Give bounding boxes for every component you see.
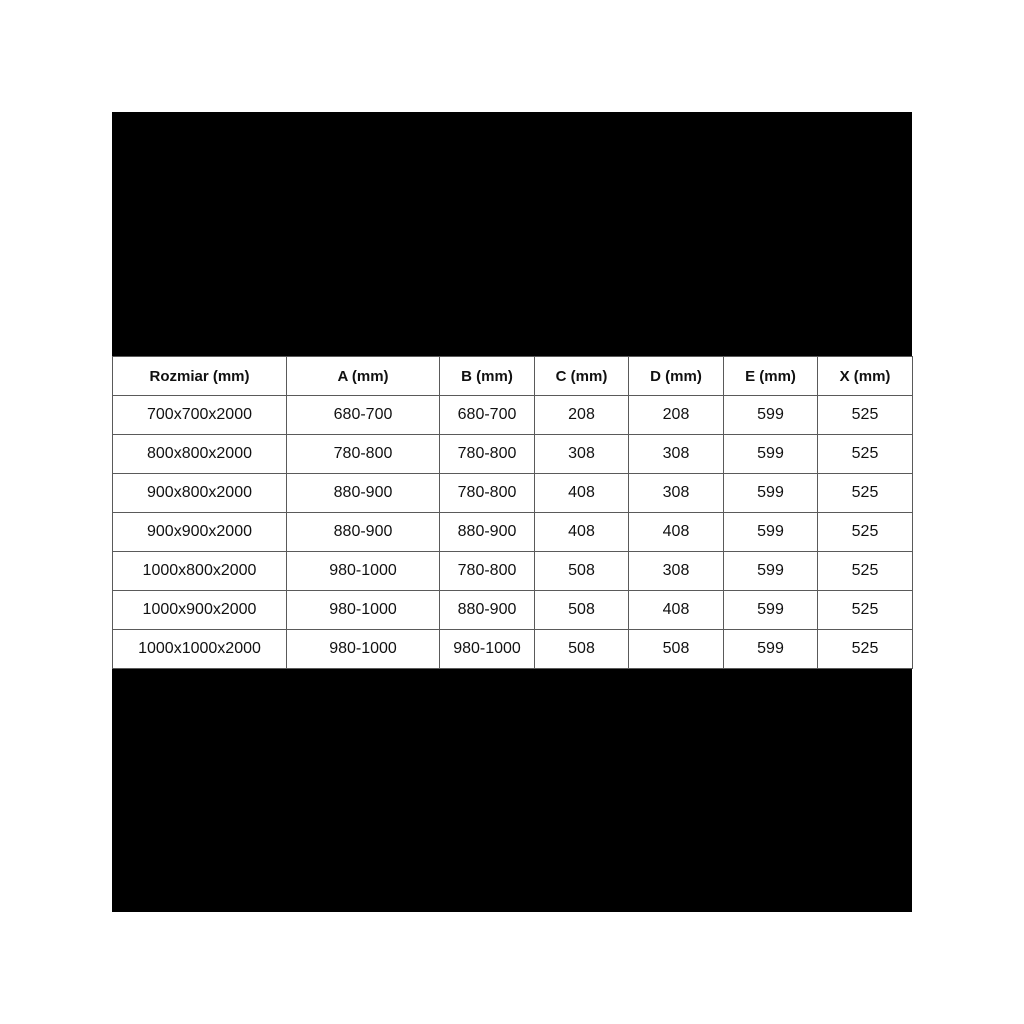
cell-rozmiar: 1000x800x2000 — [113, 552, 287, 591]
cell-c: 208 — [535, 396, 629, 435]
header-c: C (mm) — [535, 357, 629, 396]
cell-c: 408 — [535, 513, 629, 552]
cell-b: 780-800 — [440, 435, 535, 474]
cell-b: 680-700 — [440, 396, 535, 435]
table-row — [113, 474, 913, 513]
cell-b: 880-900 — [440, 513, 535, 552]
cell-rozmiar: 900x900x2000 — [113, 513, 287, 552]
header-x: X (mm) — [818, 357, 913, 396]
table-row — [113, 435, 913, 474]
cell-rozmiar: 700x700x2000 — [113, 396, 287, 435]
cell-c: 308 — [535, 435, 629, 474]
cell-d: 208 — [629, 396, 724, 435]
header-a: A (mm) — [287, 357, 440, 396]
cell-rozmiar: 1000x1000x2000 — [113, 630, 287, 669]
table-row — [113, 591, 913, 630]
cell-d: 308 — [629, 474, 724, 513]
cell-x: 525 — [818, 474, 913, 513]
table-row — [113, 630, 913, 669]
cell-b: 780-800 — [440, 474, 535, 513]
header-b: B (mm) — [440, 357, 535, 396]
table-header-row — [113, 357, 913, 396]
dimensions-table-container — [112, 356, 912, 669]
cell-x: 525 — [818, 513, 913, 552]
header-rozmiar: Rozmiar (mm) — [113, 357, 287, 396]
cell-a: 980-1000 — [287, 591, 440, 630]
cell-d: 408 — [629, 513, 724, 552]
cell-e: 599 — [724, 435, 818, 474]
cell-e: 599 — [724, 474, 818, 513]
cell-d: 408 — [629, 591, 724, 630]
cell-a: 880-900 — [287, 474, 440, 513]
cell-x: 525 — [818, 435, 913, 474]
cell-c: 508 — [535, 591, 629, 630]
cell-a: 780-800 — [287, 435, 440, 474]
header-d: D (mm) — [629, 357, 724, 396]
table-row — [113, 552, 913, 591]
header-e: E (mm) — [724, 357, 818, 396]
cell-c: 508 — [535, 552, 629, 591]
cell-a: 980-1000 — [287, 552, 440, 591]
cell-rozmiar: 900x800x2000 — [113, 474, 287, 513]
cell-x: 525 — [818, 591, 913, 630]
cell-e: 599 — [724, 513, 818, 552]
cell-x: 525 — [818, 630, 913, 669]
cell-rozmiar: 800x800x2000 — [113, 435, 287, 474]
cell-x: 525 — [818, 552, 913, 591]
cell-d: 508 — [629, 630, 724, 669]
cell-d: 308 — [629, 552, 724, 591]
cell-a: 980-1000 — [287, 630, 440, 669]
cell-d: 308 — [629, 435, 724, 474]
cell-e: 599 — [724, 630, 818, 669]
cell-b: 780-800 — [440, 552, 535, 591]
cell-a: 680-700 — [287, 396, 440, 435]
cell-e: 599 — [724, 396, 818, 435]
dimensions-table — [112, 356, 913, 669]
cell-a: 880-900 — [287, 513, 440, 552]
cell-b: 980-1000 — [440, 630, 535, 669]
cell-rozmiar: 1000x900x2000 — [113, 591, 287, 630]
table-row — [113, 396, 913, 435]
table-row — [113, 513, 913, 552]
cell-c: 508 — [535, 630, 629, 669]
cell-b: 880-900 — [440, 591, 535, 630]
cell-e: 599 — [724, 591, 818, 630]
cell-x: 525 — [818, 396, 913, 435]
cell-c: 408 — [535, 474, 629, 513]
cell-e: 599 — [724, 552, 818, 591]
